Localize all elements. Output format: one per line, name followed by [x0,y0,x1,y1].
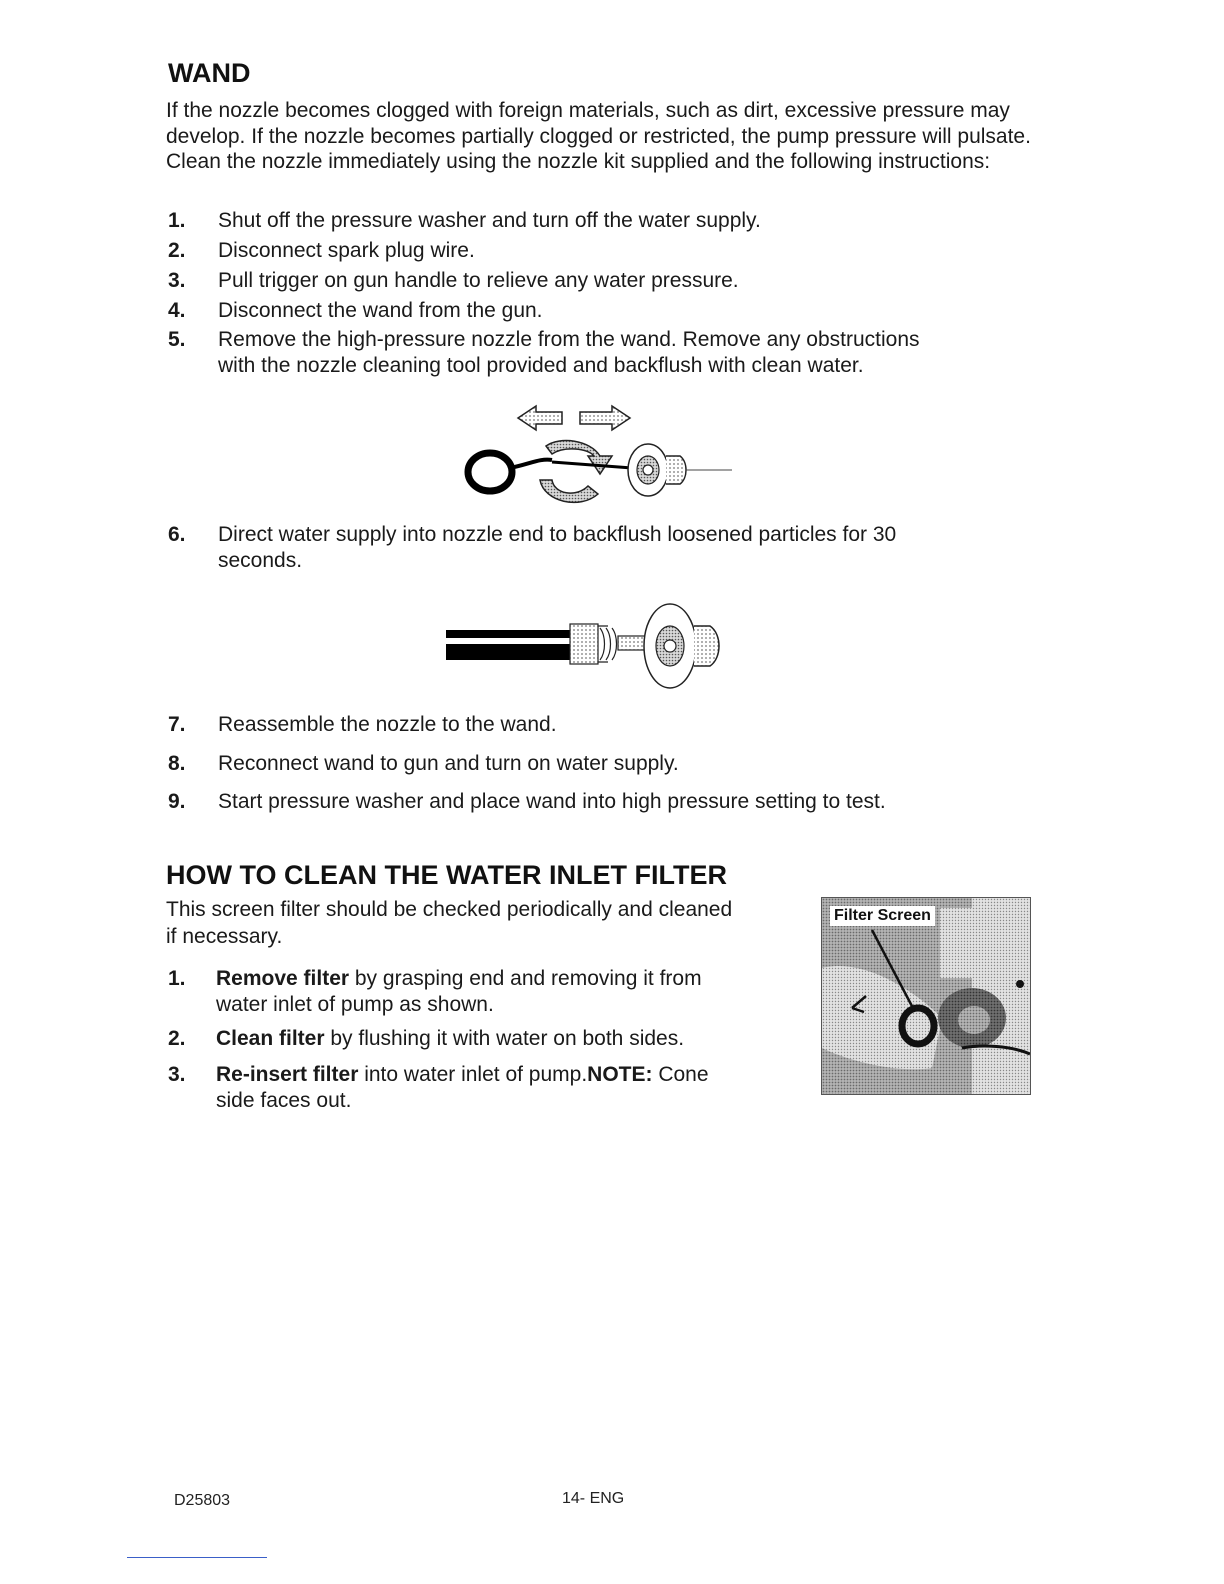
left-arrow-icon [518,406,562,430]
step-number: 8. [168,752,186,775]
filter-photo-graphic [822,898,1030,1094]
step-bold: Re-insert filter [216,1063,359,1086]
step-text [216,1062,709,1088]
step-text: Shut off the pressure washer and turn off the water supply. [218,209,761,232]
step-text: Disconnect spark plug wire. [218,239,475,262]
step-text: Reassemble the nozzle to the wand. [218,713,557,736]
filter-screen-photo [821,897,1031,1095]
step-text: Remove the high-pressure nozzle from the wand. Remove any obstructions [218,328,920,351]
filter-intro [166,896,826,950]
step-text: Direct water supply into nozzle end to backflush loosened particles for 30 [218,523,897,546]
step-number: 3. [168,1063,186,1086]
step-text [216,966,702,992]
step-text: Pull trigger on gun handle to relieve any water pressure. [218,269,739,292]
step-text-line2: seconds. [218,549,303,572]
step-number: 2. [168,239,186,262]
step-text: Reconnect wand to gun and turn on water supply. [218,752,679,775]
step-number: 4. [168,299,186,322]
step-text [216,1026,684,1052]
step-text: Start pressure washer and place wand into high pressure setting to test. [218,790,886,813]
step-number: 2. [168,1027,186,1050]
step-number: 6. [168,523,186,546]
right-arrow-icon [580,406,630,430]
step-number: 9. [168,790,186,813]
wand-intro: If the nozzle becomes clogged with foreign materials, such as dirt, excessive pressure may develop. If the nozzle becomes partially clogged or restricted, the pump pressure will pulsate. Clean the nozzle immediately using the nozzle kit supplied and the following instructions: [166,99,1031,173]
step-text-line2: side faces out. [216,1089,352,1112]
step-number: 5. [168,328,186,351]
filter-intro-line: This screen filter should be checked periodically and cleaned [166,898,733,921]
backflush-illustration [440,596,750,696]
step-number: 1. [168,967,186,990]
note-rest: Cone [652,1063,709,1086]
step-number: 1. [168,209,186,232]
step-text-line2: with the nozzle cleaning tool provided and backflush with clean water. [218,354,864,377]
doc-code: D25803 [174,1492,231,1509]
section-title-filter: HOW TO CLEAN THE WATER INLET FILTER [166,860,727,890]
step-rest: by grasping end and removing it from [349,967,702,990]
step-number: 7. [168,713,186,736]
step-text: Disconnect the wand from the gun. [218,299,543,322]
step-rest: by flushing it with water on both sides. [324,1027,685,1050]
step-rest: into water inlet of pump. [358,1063,588,1086]
step-text-line2: water inlet of pump as shown. [216,993,494,1016]
bottom-rule [127,1557,267,1558]
photo-label: Filter Screen [830,906,935,926]
nozzle-cleaning-illustration [460,398,740,513]
step-bold: Clean filter [216,1027,325,1050]
step-bold: Remove filter [216,967,350,990]
note-label: NOTE: [587,1063,653,1086]
filter-intro-line: if necessary. [166,925,283,948]
page-number: 14- ENG [562,1490,625,1507]
step-number: 3. [168,269,186,292]
section-title-wand: WAND [168,58,251,88]
